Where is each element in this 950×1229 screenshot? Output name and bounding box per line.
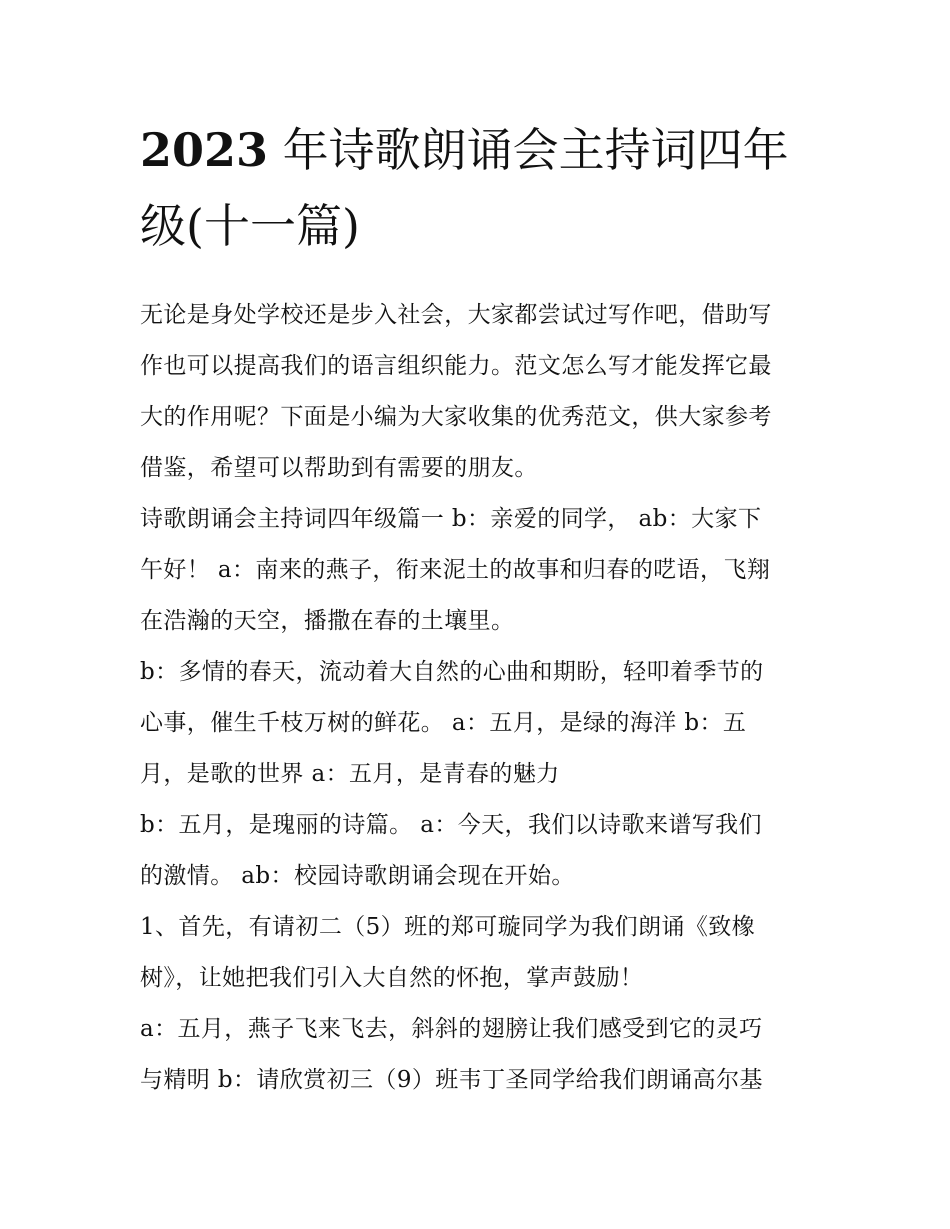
text-line: 心事，催生千枝万树的鲜花。 a：五月，是绿的海洋 b：五: [140, 710, 747, 736]
text-line: b：多情的春天，流动着大自然的心曲和期盼，轻叩着季节的: [140, 659, 764, 685]
text-line: 借鉴，希望可以帮助到有需要的朋友。: [140, 455, 538, 481]
title-line-2: 级(十一篇): [140, 199, 360, 253]
text-line: a：五月，燕子飞来飞去，斜斜的翅膀让我们感受到它的灵巧: [140, 1016, 763, 1042]
paragraph: [140, 494, 820, 647]
paragraph: [140, 1004, 820, 1106]
document-page: [140, 112, 820, 1106]
paragraph-intro: [140, 290, 820, 494]
text-line: 在浩瀚的天空，播撒在春的土壤里。: [140, 608, 515, 634]
text-line: 诗歌朗诵会主持词四年级篇一 b：亲爱的同学， ab：大家下: [140, 506, 762, 532]
text-line: 作也可以提高我们的语言组织能力。范文怎么写才能发挥它最: [140, 353, 772, 379]
paragraph: [140, 647, 820, 800]
text-line: 树》，让她把我们引入大自然的怀抱，掌声鼓励！: [140, 965, 644, 991]
text-line: 1、首先，有请初二（5）班的郑可璇同学为我们朗诵《致橡: [140, 914, 756, 940]
title-line-1: [140, 112, 820, 188]
title-line-1-text: 年诗歌朗诵会主持词四年: [268, 123, 789, 177]
text-line: 的激情。 ab：校园诗歌朗诵会现在开始。: [140, 863, 575, 889]
text-line: 与精明 b：请欣赏初三（9）班韦丁圣同学给我们朗诵高尔基: [140, 1067, 763, 1093]
text-line: 午好！ a：南来的燕子，衔来泥土的故事和归春的呓语，飞翔: [140, 557, 771, 583]
paragraph: [140, 902, 820, 1004]
document-title: [140, 112, 820, 264]
text-line: 无论是身处学校还是步入社会，大家都尝试过写作吧，借助写: [140, 302, 772, 328]
document-body: [140, 290, 820, 1106]
text-line: b：五月，是瑰丽的诗篇。 a：今天，我们以诗歌来谱写我们: [140, 812, 762, 838]
paragraph: [140, 800, 820, 902]
title-year: 2023: [140, 123, 269, 177]
text-line: 月，是歌的世界 a：五月，是青春的魅力: [140, 761, 560, 787]
text-line: 大的作用呢？下面是小编为大家收集的优秀范文，供大家参考: [140, 404, 772, 430]
